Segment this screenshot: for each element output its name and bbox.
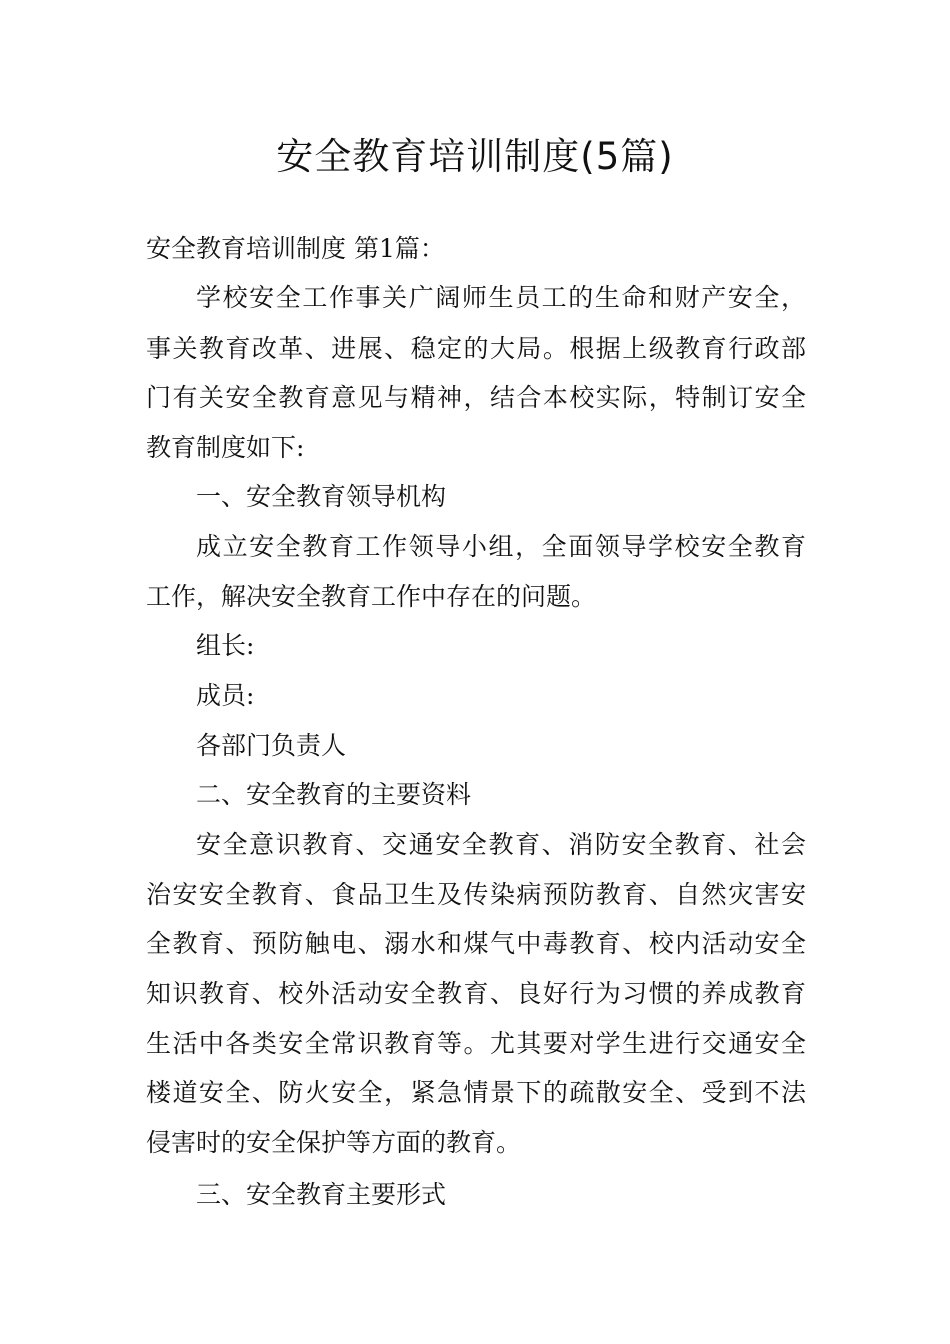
paragraph-line: 侵害时的安全保护等方面的教育。 — [146, 1128, 522, 1157]
list-item: 成员: — [196, 681, 255, 710]
paragraph-line: 事关教育改革、进展、稳定的大局。根据上级教育行政部 — [146, 334, 806, 363]
paragraph-line: 成立安全教育工作领导小组，全面领导学校安全教育 — [196, 532, 806, 561]
section-heading: 一、安全教育领导机构 — [196, 482, 447, 511]
section-heading: 安全教育培训制度 第1篇： — [146, 234, 445, 263]
paragraph-line: 治安安全教育、食品卫生及传染病预防教育、自然灾害安 — [146, 880, 806, 909]
document-title: 安全教育培训制度(5篇) — [276, 135, 674, 178]
paragraph-line: 安全意识教育、交通安全教育、消防安全教育、社会 — [196, 830, 806, 859]
paragraph-line: 门有关安全教育意见与精神，结合本校实际，特制订安全 — [146, 383, 806, 412]
list-item: 各部门负责人 — [196, 731, 347, 760]
section-heading: 二、安全教育的主要资料 — [196, 780, 472, 809]
paragraph-line: 生活中各类安全常识教育等。尤其要对学生进行交通安全 — [146, 1029, 806, 1058]
paragraph-line: 知识教育、校外活动安全教育、良好行为习惯的养成教育 — [146, 979, 806, 1008]
paragraph-line: 学校安全工作事关广阔师生员工的生命和财产安全， — [196, 283, 806, 312]
paragraph-line: 楼道安全、防火安全，紧急情景下的疏散安全、受到不法 — [146, 1078, 806, 1107]
paragraph-line: 教育制度如下: — [146, 433, 305, 462]
section-heading: 三、安全教育主要形式 — [196, 1180, 447, 1209]
paragraph-line: 全教育、预防触电、溺水和煤气中毒教育、校内活动安全 — [146, 929, 806, 958]
list-item: 组长: — [196, 631, 255, 660]
paragraph-line: 工作，解决安全教育工作中存在的问题。 — [146, 582, 597, 611]
